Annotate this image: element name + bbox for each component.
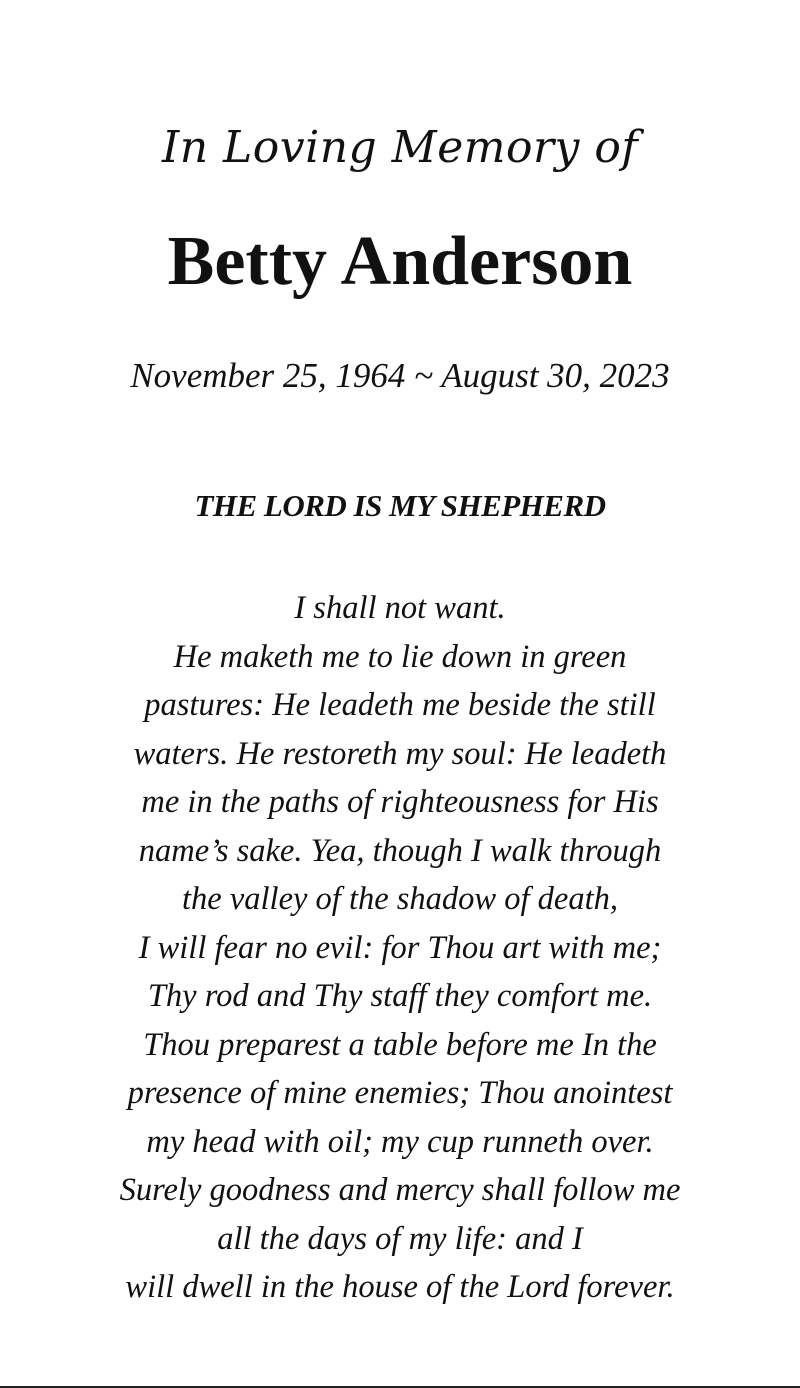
psalm-title: THE LORD IS MY SHEPHERD (194, 488, 606, 523)
verse-line: Thou preparest a table before me In the (143, 1026, 657, 1063)
verse-line: presence of mine enemies; Thou anointest (127, 1075, 673, 1111)
verse-line: the valley of the shadow of death, (182, 881, 618, 917)
psalm-verse (0, 584, 800, 1312)
verse-line: my head with oil; my cup runneth over. (146, 1123, 654, 1160)
verse-line: Thy rod and Thy staff they comfort me. (147, 978, 653, 1014)
life-dates: November 25, 1964 ~ August 30, 2023 (130, 356, 670, 395)
verse-line: waters. He restoreth my soul: He leadeth (133, 735, 667, 772)
verse-line: Surely goodness and mercy shall follow me (119, 1172, 681, 1208)
verse-line: He maketh me to lie down in green (173, 638, 627, 675)
verse-line: name’s sake. Yea, though I walk through (138, 832, 662, 869)
verse-line: me in the paths of righteousness for His (141, 784, 659, 820)
verse-line: I shall not want. (294, 590, 506, 626)
verse-line: I will fear no evil: for Thou art with me; (138, 929, 662, 966)
memorial-heading: In Loving Memory of (161, 122, 639, 173)
verse-line: pastures: He leadeth me beside the still (144, 687, 656, 723)
deceased-name: Betty Anderson (167, 223, 633, 300)
verse-line: will dwell in the house of the Lord forever. (125, 1269, 675, 1305)
verse-line: all the days of my life: and I (217, 1220, 583, 1257)
